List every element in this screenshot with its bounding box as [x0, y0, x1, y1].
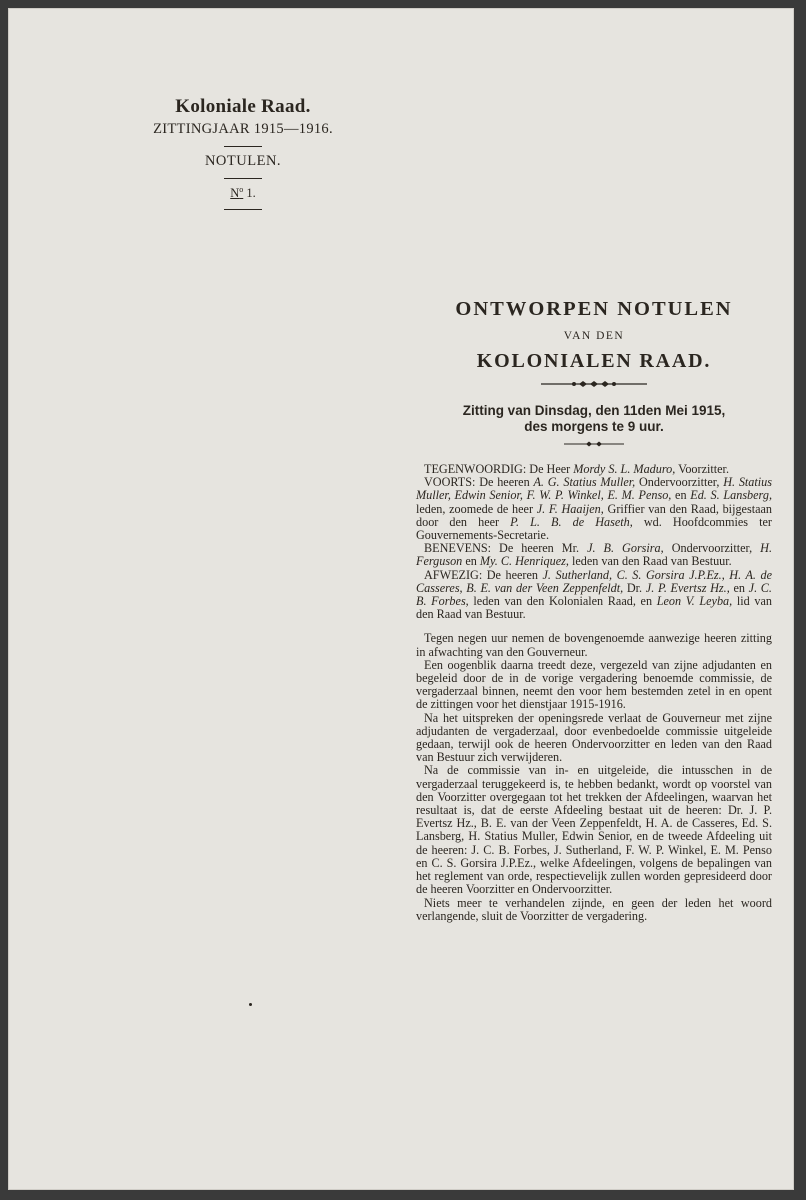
session-year: ZITTINGJAAR 1915—1916. — [153, 121, 333, 137]
body-paragraph: Na het uitspreken der openingsrede verlaat de Gouverneur met zijne adjudanten de vergaderzaal, door evenbedoelde commissie uitgeleide gedaan, terwijl ook de heeren Ondervoorzitter en leden van den Raad van Bestuur zich verwijderen. — [416, 710, 772, 765]
attendance-section — [416, 463, 772, 621]
ink-speck — [249, 1003, 252, 1006]
council-name: Koloniale Raad. — [175, 96, 311, 117]
body-paragraph: Niets meer te verhandelen zijnde, en geen der leden het woord verlangende, sluit de Voorzitter de vergadering. — [416, 895, 772, 923]
minutes-body — [416, 632, 772, 922]
small-ornament-icon — [562, 440, 626, 448]
document-page — [8, 8, 794, 1190]
main-column — [416, 298, 772, 923]
voorts-paragraph: VOORTS: De heeren A. G. Statius Muller, Ondervoorzitter, H. Statius Muller, Edwin Senior, F. W. P. Winkel, E. M. Penso, en Ed. S. Lansberg, leden, zoomede de heer J. F. Haaijen, Griffier van den Raad, bijgestaan door den heer P. L. B. de Haseth, wd. Hoofdcommies ter Gouvernements-Secretarie. — [416, 475, 773, 543]
header-rule — [224, 146, 262, 147]
document-number: $N^o$ 1. — [230, 185, 256, 201]
header-rule — [224, 178, 262, 179]
afwezig-paragraph: AFWEZIG: De heeren J. Sutherland, C. S. Gorsira J.P.Ez., H. A. de Casseres, B. E. van der Veen Zeppenfeldt, Dr. J. P. Evertsz Hz., en J. C. B. Forbes, leden van den Kolonialen Raad, en Leon V. Leyba, lid van den Raad van Bestuur. — [416, 567, 772, 622]
body-paragraph: Na de commissie van in- en uitgeleide, die intusschen in de vergaderzaal teruggekeerd is, te hebben bedankt, wordt op voorstel van den Voorzitter overgegaan tot het trekken der Afdeelingen, waarvan het resultaat is, dat de eerste Afdeeling bestaat uit de heeren: Dr. J. P. Evertsz Hz., B. E. van der Veen Zeppenfeldt, H. A. de Casseres, Ed. S. Lansberg, H. Statius Muller, Edwin Senior, en de tweede Afdeeling uit de heeren: J. C. B. Forbes, J. Sutherland, F. W. P. Winkel, E. M. Penso en C. S. Gorsira J.P.Ez., welke Afdeelingen, volgens de bepalingen van het reglement van orde, respectievelijk zullen worden gepresideerd door de heeren Voorzitter en Ondervoorzitter. — [416, 763, 772, 897]
doc-title: ONTWORPEN NOTULEN — [455, 298, 733, 320]
session-heading: Zitting van Dinsdag, den 11den Mei 1915, des morgens te 9 uur. — [462, 403, 726, 434]
ornament-divider-icon — [539, 379, 649, 389]
benevens-paragraph: BENEVENS: De heeren Mr. J. B. Gorsira, Ondervoorzitter, H. Ferguson en My. C. Henriquez, leden van den Raad van Bestuur. — [416, 541, 772, 569]
doc-title-connector: VAN DEN — [563, 330, 625, 342]
section-label: NOTULEN. — [204, 153, 282, 169]
body-paragraph: Een oogenblik daarna treedt deze, vergezeld van zijne adjudanten en begeleid door de in de vorige vergadering benoemde commissie, de vergaderzaal binnen, neemt den voor hem bestemden zetel in en opent de zittingen voor het dienstjaar 1915-1916. — [416, 657, 772, 712]
doc-title-council: KOLONIALEN RAAD. — [476, 350, 712, 372]
present-paragraph: TEGENWOORDIG: De Heer Mordy S. L. Maduro, Voorzitter. — [424, 462, 729, 476]
header-rule — [224, 209, 262, 210]
body-paragraph: Tegen negen uur nemen de bovengenoemde aanwezige heeren zitting in afwachting van den Gouverneur. — [416, 631, 772, 659]
document-header — [128, 96, 358, 216]
